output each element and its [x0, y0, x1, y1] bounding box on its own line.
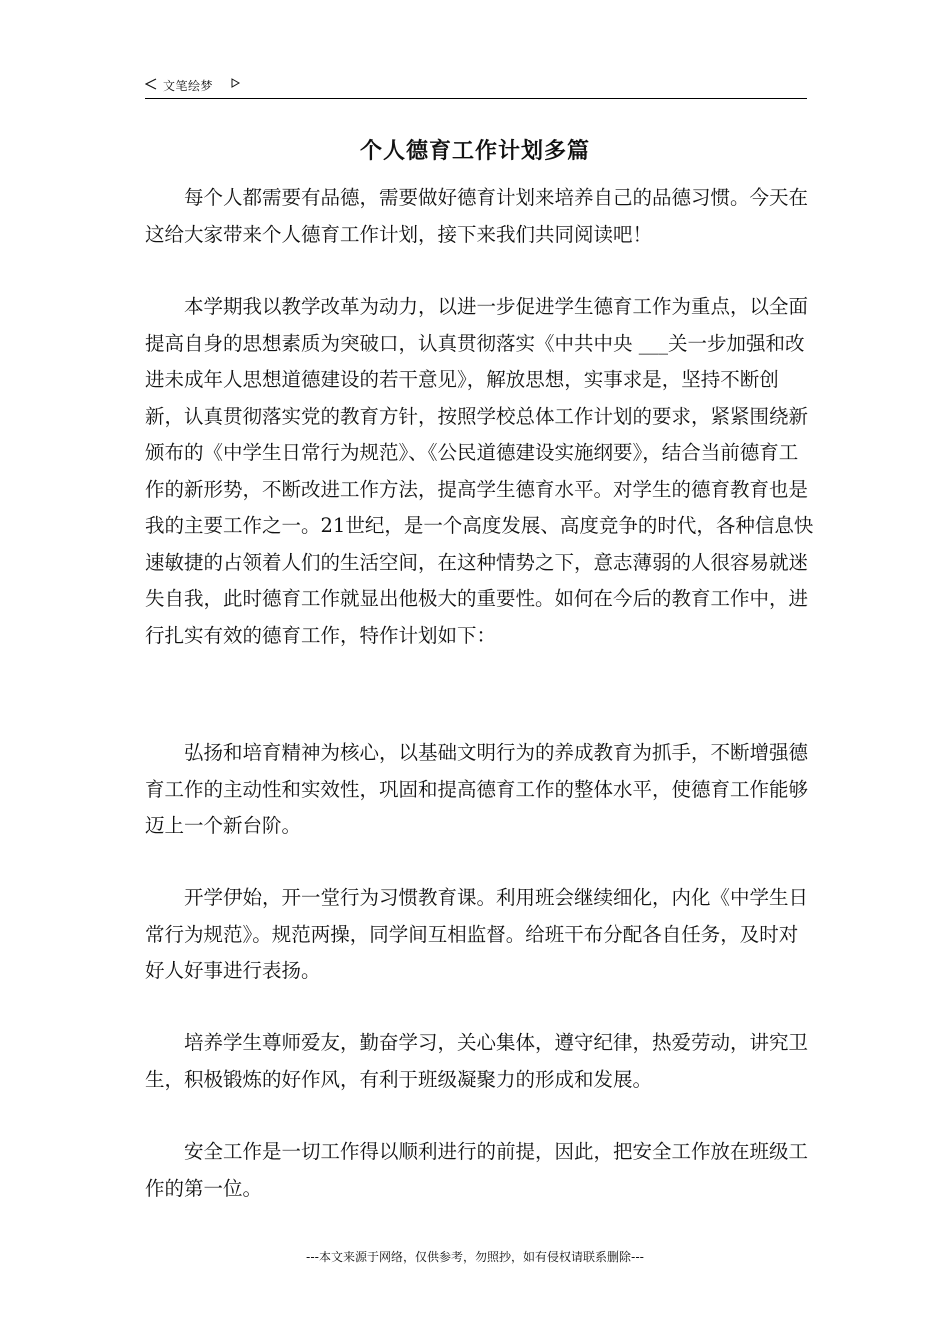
paragraph-safety: 安全工作是一切工作得以顺利进行的前提，因此，把安全工作放在班级工作的第一位。 [145, 1140, 809, 1200]
header-title: 文笔绘梦 [163, 79, 214, 93]
document-title: 个人德育工作计划多篇 [359, 139, 590, 164]
paragraph-intro: 每个人都需要有品德，需要做好德育计划来培养自己的品德习惯。今天在这给大家带来个人德育工作计划，接下来我们共同阅读吧！ [145, 186, 809, 246]
triangle-left-icon [145, 78, 157, 90]
paragraph-overview: 本学期我以教学改革为动力，以进一步促进学生德育工作为重点，以全面提高自身的思想素质为突破口，认真贯彻落实《中共中央 ___关一步加强和改进未成年人思想道德建设的若干意见》，解放思想，实事求是，坚持不断创新，认真贯彻落实党的教育方针，按照学校总体工作计划的要求，紧紧围绕新颁布的《中学生日常行为规范》、《公民道德建设实施纲要》，结合当前德育工作的新形势，不断改进工作方法，提高学生德育水平。对学生的德育教育也是我的主要工作之一。21世纪，是一个高度发展、高度竞争的时代，各种信息快速敏捷的占领着人们的生活空间，在这种情势之下，意志薄弱的人很容易就迷失自我，此时德育工作就显出他极大的重要性。如何在今后的教育工作中，进行扎实有效的德育工作，特作计划如下： [145, 295, 814, 647]
triangle-right-icon [231, 78, 240, 88]
paragraph-character: 培养学生尊师爱友，勤奋学习，关心集体，遵守纪律，热爱劳动，讲究卫生，积极锻炼的好作风，有利于班级凝聚力的形成和发展。 [145, 1031, 809, 1091]
page-header [145, 74, 807, 99]
footer-disclaimer: ---本文来源于网络，仅供参考，勿照抄，如有侵权请联系删除--- [306, 1250, 644, 1264]
paragraph-core: 弘扬和培育精神为核心，以基础文明行为的养成教育为抓手，不断增强德育工作的主动性和实效性，巩固和提高德育工作的整体水平，使德育工作能够迈上一个新台阶。 [145, 741, 809, 837]
paragraph-habits: 开学伊始，开一堂行为习惯教育课。利用班会继续细化，内化《中学生日常行为规范》。规范两操，同学间互相监督。给班干布分配各自任务，及时对好人好事进行表扬。 [145, 886, 809, 982]
